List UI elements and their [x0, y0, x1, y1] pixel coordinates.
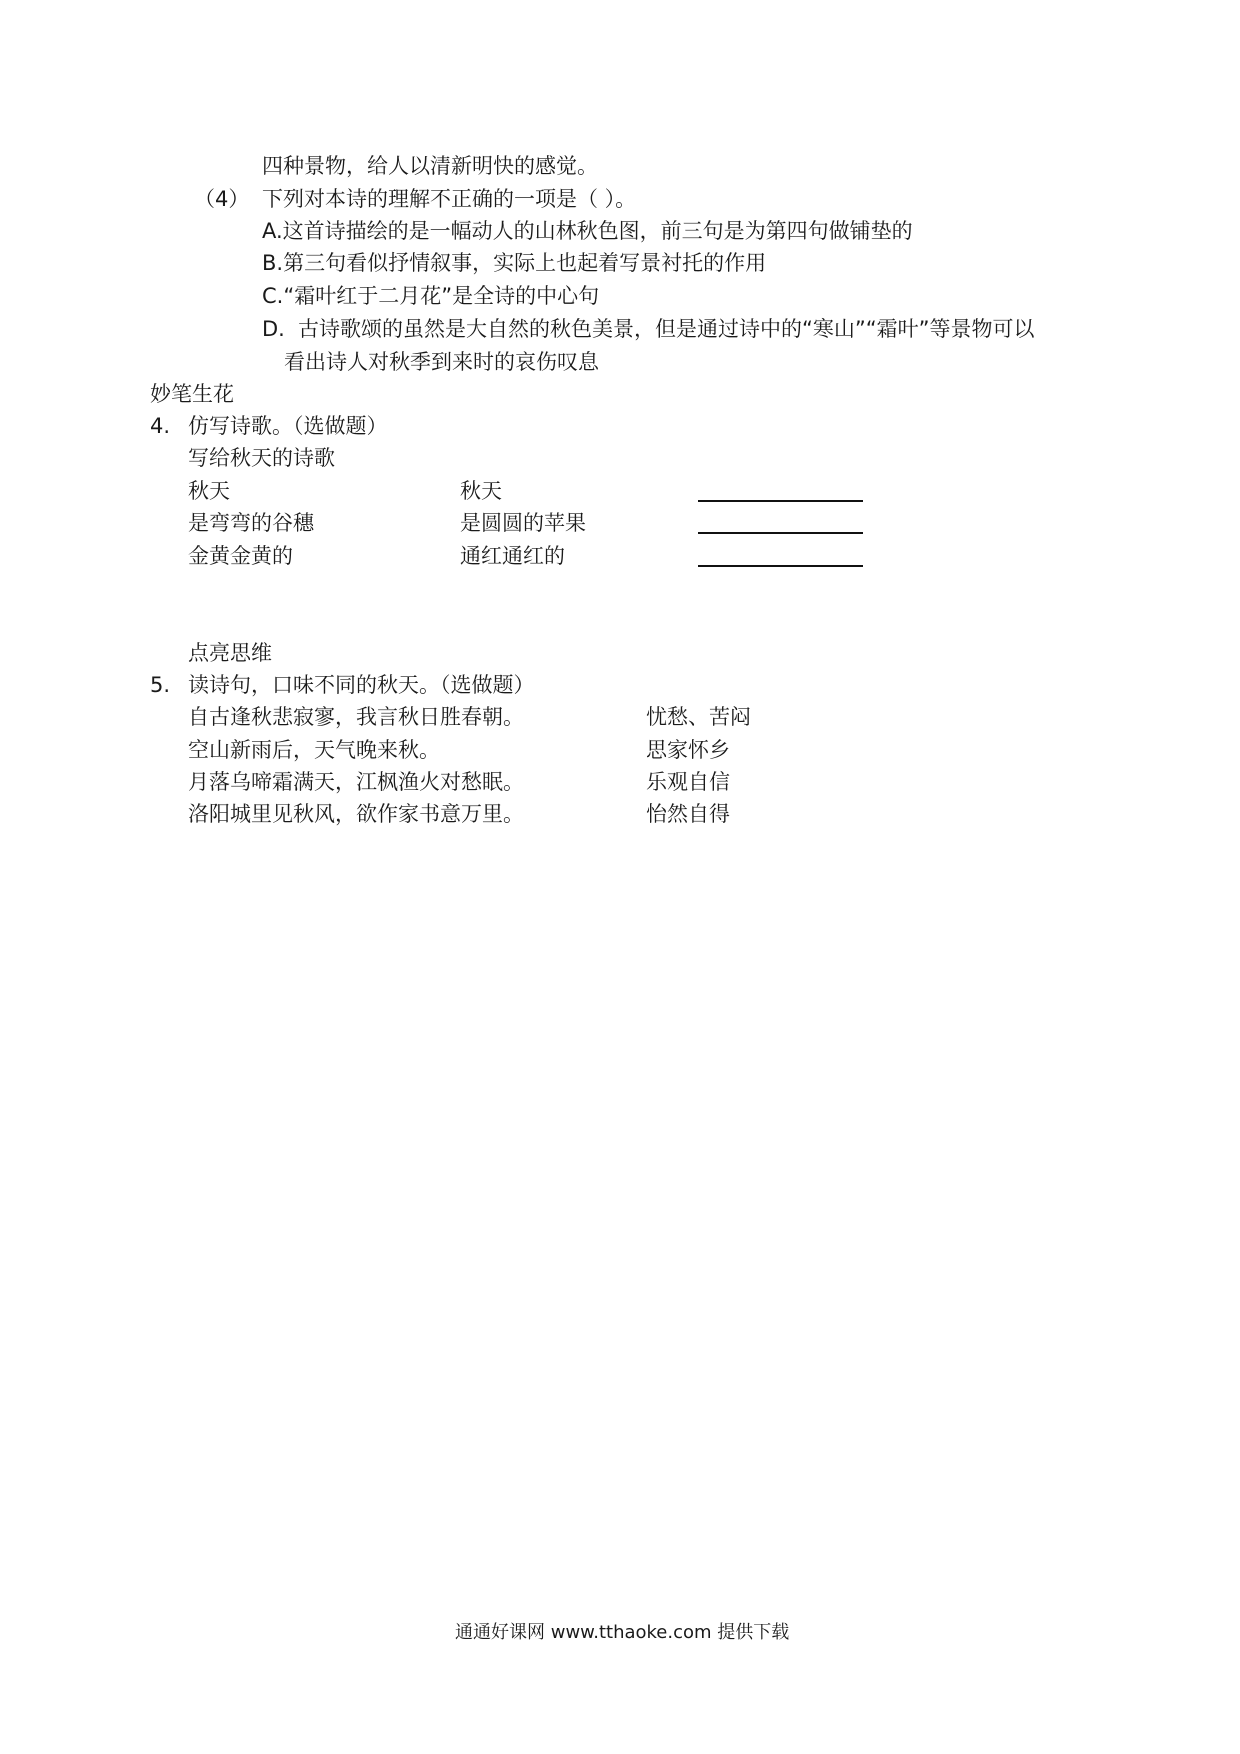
option-a: A.这首诗描绘的是一幅动人的山林秋色图，前三句是为第四句做铺垫的 — [262, 219, 913, 243]
answer-blank-line[interactable] — [698, 500, 863, 502]
sub-question-number: （4） — [194, 187, 250, 211]
page-footer: 通通好课网 www.tthaoke.com 提供下载 — [455, 1622, 790, 1643]
answer-blank-line[interactable] — [698, 532, 863, 534]
sub-question-stem: 下列对本诗的理解不正确的一项是（ ）。 — [262, 187, 637, 211]
option-b: B.第三句看似抒情叙事，实际上也起着写景衬托的作用 — [262, 251, 767, 275]
option-d-line2: 看出诗人对秋季到来时的哀伤叹息 — [284, 350, 599, 374]
poem-line: 月落乌啼霜满天，江枫渔火对愁眠。 — [188, 770, 524, 794]
mood-option: 怡然自得 — [646, 802, 730, 826]
option-c: C.“霜叶红于二月花”是全诗的中心句 — [262, 284, 600, 308]
poem-col2-line: 是圆圆的苹果 — [460, 511, 586, 535]
question-5-title: 读诗句，口味不同的秋天。（选做题） — [188, 673, 535, 697]
poem-col1-line: 是弯弯的谷穗 — [188, 511, 314, 535]
question-4-title: 仿写诗歌。（选做题） — [188, 414, 388, 438]
answer-blank-line[interactable] — [698, 565, 863, 567]
section-title-dianliang: 点亮思维 — [188, 641, 272, 665]
section-title-miaobi: 妙笔生花 — [150, 382, 234, 406]
poem-line: 空山新雨后，天气晚来秋。 — [188, 738, 440, 762]
poem-title: 写给秋天的诗歌 — [188, 446, 335, 470]
poem-line: 洛阳城里见秋风，欲作家书意万里。 — [188, 802, 524, 826]
poem-line: 自古逢秋悲寂寥，我言秋日胜春朝。 — [188, 705, 524, 729]
question-3-continuation: 四种景物，给人以清新明快的感觉。 — [262, 154, 598, 178]
poem-col1-line: 秋天 — [188, 479, 230, 503]
mood-option: 思家怀乡 — [646, 738, 730, 762]
poem-col2-line: 秋天 — [460, 479, 502, 503]
mood-option: 忧愁、苦闷 — [646, 705, 751, 729]
mood-option: 乐观自信 — [646, 770, 730, 794]
question-4-number: 4. — [150, 414, 171, 438]
option-d-label: D. — [262, 317, 285, 341]
question-5-number: 5. — [150, 673, 171, 697]
poem-col2-line: 通红通红的 — [460, 544, 565, 568]
option-d-line1: 古诗歌颂的虽然是大自然的秋色美景，但是通过诗中的“寒山”“霜叶”等景物可以 — [298, 317, 1035, 341]
poem-col1-line: 金黄金黄的 — [188, 544, 293, 568]
